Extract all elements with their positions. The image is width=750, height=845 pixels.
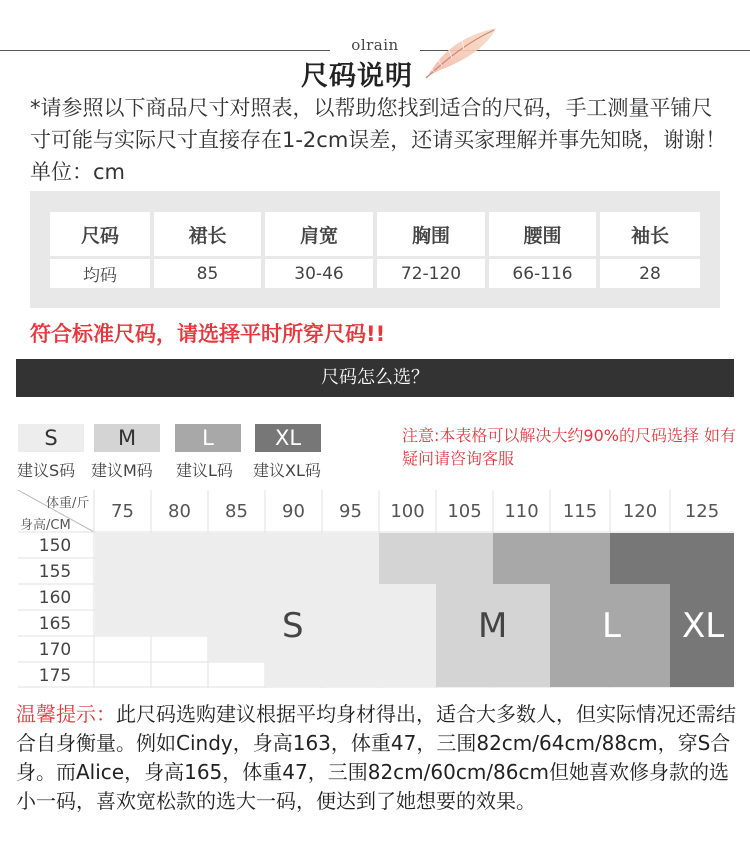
table-data-cell: 72-120 [377, 259, 485, 288]
table-data-cell: 85 [154, 259, 261, 288]
zone-label-xl: XL [682, 606, 725, 646]
zone-m [379, 533, 493, 584]
size-swatch-xl: XL [255, 424, 321, 452]
size-swatch-s: S [18, 424, 84, 452]
table-data-cell: 66-116 [489, 259, 596, 288]
size-table [30, 191, 720, 308]
weight-header: 125 [684, 501, 720, 522]
weight-header: 75 [111, 501, 134, 522]
table-data-cell: 30-46 [265, 259, 373, 288]
size-caption-m: 建议M码 [91, 461, 153, 480]
height-label: 170 [38, 640, 72, 660]
weight-header: 115 [562, 501, 598, 522]
weight-header: 120 [622, 501, 658, 522]
feather-icon [420, 24, 500, 80]
size-swatch-l: L [175, 424, 241, 452]
weight-header: 80 [168, 501, 191, 522]
zone-label-s: S [282, 606, 304, 646]
header-line-left [0, 50, 335, 51]
page-title: 尺码说明 [301, 61, 413, 92]
zone-l [493, 533, 610, 584]
zone-s [208, 636, 436, 662]
table-header-cell: 裙长 [154, 212, 261, 256]
tips-paragraph [16, 700, 741, 816]
notice-text: 注意:本表格可以解决大约90%的尺码选择 如有疑问请咨询客服 [402, 426, 737, 468]
size-swatch-m: M [94, 424, 160, 452]
zone-s [265, 662, 436, 687]
table-header-cell: 腰围 [489, 212, 596, 256]
height-label: 165 [38, 614, 72, 634]
weight-axis-label: 体重/斤 [46, 496, 90, 511]
table-data-cell: 28 [600, 259, 700, 288]
zone-xl [610, 533, 734, 584]
table-header-cell: 肩宽 [265, 212, 373, 256]
zone-label-m: M [478, 606, 508, 646]
weight-header: 100 [390, 501, 425, 522]
standard-size-note: 符合标准尺码，请选择平时所穿尺码!! [30, 322, 386, 346]
intro-text: *请参照以下商品尺寸对照表，以帮助您找到适合的尺码，手工测量平铺尺寸可能与实际尺寸直接存在1-2cm误差，还请买家理解并事先知晓，谢谢！ 单位：cm [30, 96, 727, 184]
tips-text: 此尺码选购建议根据平均身材得出，适合大多数人，但实际情况还需结合自身衡量。例如Cindy，身高163，体重47，三围82cm/64cm/88cm，穿S合身。而Alice，身高165，体重47，三围82cm/60cm/86cm但她喜欢修身款的选小一码，喜欢宽松款的选大一码，便达到了她想要的效果。 [16, 702, 736, 813]
weight-header: 95 [339, 501, 362, 522]
height-label: 160 [38, 588, 72, 608]
zone-s [95, 584, 436, 636]
size-caption-l: 建议L码 [176, 461, 233, 480]
table-header-cell: 尺码 [50, 212, 150, 256]
height-label: 150 [38, 536, 72, 556]
table-header-cell: 胸围 [377, 212, 485, 256]
height-axis-label: 身高/CM [20, 518, 71, 533]
brand-logo: olrain [330, 36, 420, 54]
size-caption-xl: 建议XL码 [253, 461, 321, 480]
size-caption-s: 建议S码 [17, 461, 76, 480]
table-header-cell: 袖长 [600, 212, 700, 256]
weight-header: 110 [504, 501, 539, 522]
size-chart [18, 490, 734, 688]
table-data-cell: 均码 [50, 259, 150, 288]
tips-label: 温馨提示： [16, 702, 116, 726]
height-label: 175 [38, 666, 72, 686]
zone-label-l: L [602, 606, 621, 646]
weight-header: 90 [282, 501, 305, 522]
section-bar: 尺码怎么选？ [16, 359, 734, 397]
weight-header: 85 [225, 501, 248, 522]
weight-header: 105 [447, 501, 482, 522]
height-label: 155 [38, 562, 72, 582]
